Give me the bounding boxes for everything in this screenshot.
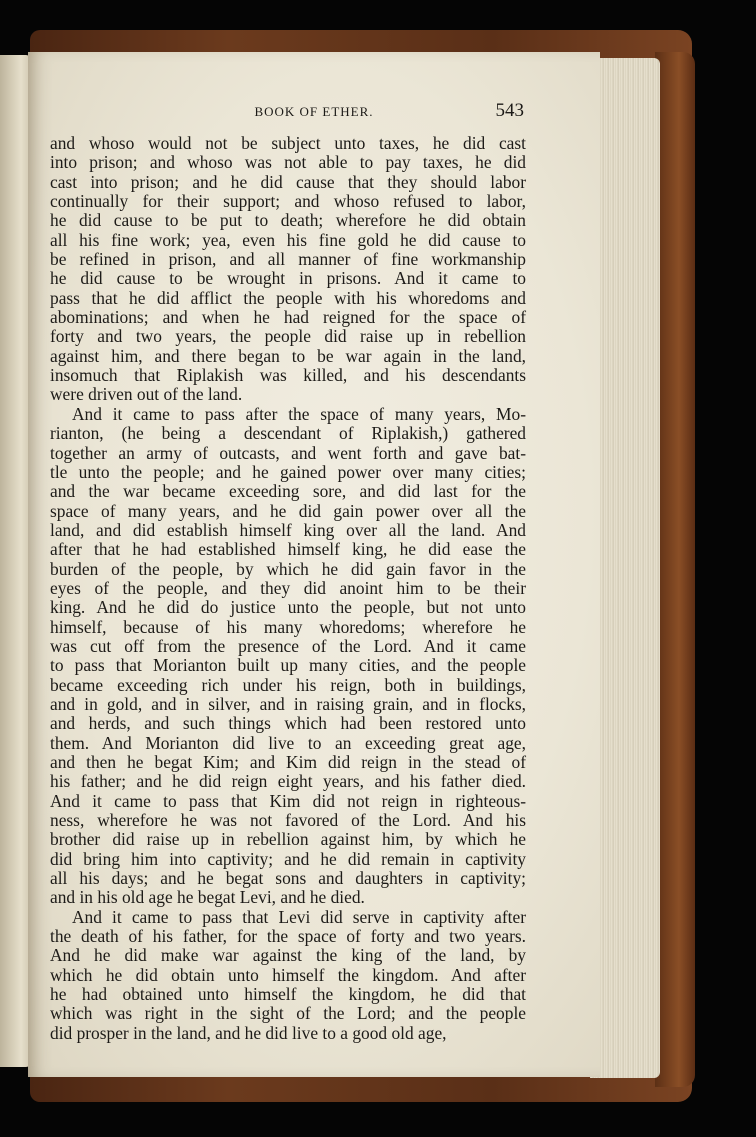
text-line: And it came to pass that Levi did serve in captivity after (72, 906, 526, 927)
text-line: tle unto the people; and he gained power over many cities; (50, 461, 526, 482)
text-line: did prosper in the land, and he did live to a good old age, (50, 1022, 447, 1043)
running-head (28, 100, 600, 124)
page-stack-edge (590, 58, 660, 1078)
text-line: were driven out of the land. (50, 384, 243, 405)
text-line: forty and two years, the people did raise up in rebellion (50, 326, 526, 347)
text-line: And it came to pass after the space of many years, Mo- (72, 403, 526, 424)
text-line: into prison; and whoso was not able to pay taxes, he did (50, 152, 526, 173)
text-line: land, and did establish himself king over all the land. And (50, 519, 526, 540)
text-line: and the war became exceeding sore, and did last for the (50, 481, 526, 502)
running-head-title: BOOK OF ETHER. (254, 104, 374, 119)
text-line: to pass that Morianton built up many cities, and the people (50, 655, 526, 676)
text-line: did bring him into captivity; and he did remain in captivity (50, 848, 526, 869)
paragraph (50, 134, 526, 405)
text-line: and whoso would not be subject unto taxes, he did cast (50, 133, 526, 153)
cover-edge (655, 52, 695, 1087)
text-line: and in gold, and in silver, and in raising grain, and in flocks, (50, 693, 526, 714)
paragraph (50, 908, 526, 1043)
text-line: he did cause to be put to death; wherefore he did obtain (50, 210, 526, 231)
text-line: continually for their support; and whoso refused to labor, (50, 191, 526, 212)
text-line: he had obtained unto himself the kingdom, he did that (50, 984, 526, 1005)
text-line: he did cause to be wrought in prisons. And it came to (50, 268, 526, 289)
text-line: after that he had established himself king, he did ease the (50, 539, 526, 560)
text-line: abominations; and when he had reigned for the space of (50, 307, 526, 328)
text-line: space of many years, and he did gain power over all the (50, 500, 526, 521)
text-line: And he did make war against the king of the land, by (50, 945, 526, 966)
text-line: the death of his father, for the space of forty and two years. (50, 926, 526, 947)
text-line: and then he begat Kim; and Kim did reign in the stead of (50, 752, 526, 772)
text-line: cast into prison; and he did cause that they should labor (50, 171, 526, 192)
text-line: burden of the people, by which he did gain favor in the (50, 558, 526, 579)
text-line: his father; and he did reign eight years, and his father died. (50, 771, 526, 792)
text-line: and herds, and such things which had been restored unto (50, 713, 526, 734)
text-line: which was right in the sight of the Lord; and the people (50, 1003, 526, 1024)
text-line: And it came to pass that Kim did not reign in righteous- (50, 790, 526, 811)
text-line: and in his old age he begat Levi, and he died. (50, 887, 365, 908)
text-line: became exceeding rich under his reign, both in buildings, (50, 674, 526, 695)
book-page (28, 52, 600, 1077)
body-text (50, 134, 526, 1043)
paragraph (50, 405, 526, 908)
text-line: brother did raise up in rebellion against him, by which he (50, 829, 526, 850)
text-line: all his fine work; yea, even his fine gold he did cause to (50, 229, 526, 250)
text-line: rianton, (he being a descendant of Riplakish,) gathered (50, 423, 526, 444)
text-line: together an army of outcasts, and went forth and gave bat- (50, 442, 526, 463)
text-line: be refined in prison, and all manner of fine workmanship (50, 249, 526, 270)
text-line: king. And he did do justice unto the people, but not unto (50, 597, 526, 618)
text-line: was cut off from the presence of the Lord. And it came (50, 635, 526, 656)
text-line: himself, because of his many whoredoms; wherefore he (50, 616, 526, 637)
text-line: ness, wherefore he was not favored of the Lord. And his (50, 810, 526, 831)
text-line: pass that he did afflict the people with his whoredoms and (50, 287, 526, 308)
text-line: against him, and there began to be war again in the land, (50, 345, 526, 366)
text-line: all his days; and he begat sons and daughters in captivity; (50, 868, 526, 889)
text-line: eyes of the people, and they did anoint him to be their (50, 577, 526, 598)
left-page-edge (0, 55, 30, 1067)
text-line: insomuch that Riplakish was killed, and his descendants (50, 365, 526, 386)
text-line: which he did obtain unto himself the kingdom. And after (50, 964, 526, 985)
page-number: 543 (495, 100, 524, 121)
text-line: them. And Morianton did live to an exceeding great age, (50, 732, 526, 753)
